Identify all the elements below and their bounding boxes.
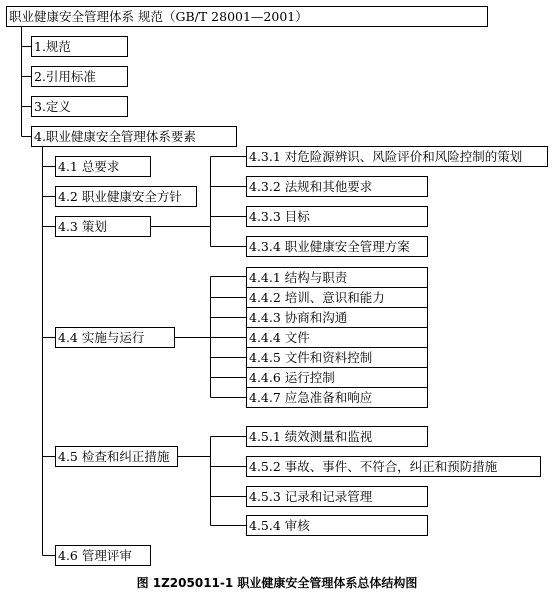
- node-4-5-2: 4.5.2 事故、事件、不符合，纠正和预防措施: [246, 456, 541, 477]
- node-4-3: 4.3 策划: [55, 216, 151, 237]
- node-4-3-2: 4.3.2 法规和其他要求: [246, 176, 428, 197]
- node-4-4-4: 4.4.4 文件: [246, 327, 428, 348]
- node-4-5: 4.5 检查和纠正措施: [55, 446, 178, 467]
- node-4-3-4: 4.3.4 职业健康安全管理方案: [246, 236, 428, 257]
- node-4-3-1: 4.3.1 对危险源辨识、风险评价和风险控制的策划: [246, 146, 548, 167]
- node-3-definitions: 3.定义: [31, 96, 128, 117]
- figure-caption: 图 1Z205011-1 职业健康安全管理体系总体结构图: [136, 576, 418, 590]
- node-1-standard: 1.规范: [31, 36, 128, 57]
- node-4-elements: 4.职业健康安全管理体系要素: [31, 126, 237, 147]
- node-4-4-7: 4.4.7 应急准备和响应: [246, 387, 428, 408]
- node-4-4: 4.4 实施与运行: [55, 327, 175, 348]
- node-4-2: 4.2 职业健康安全方针: [55, 186, 197, 207]
- node-4-4-5: 4.4.5 文件和资料控制: [246, 347, 428, 368]
- node-4-5-3: 4.5.3 记录和记录管理: [246, 486, 428, 507]
- node-4-3-3: 4.3.3 目标: [246, 206, 428, 227]
- node-4-5-1: 4.5.1 绩效测量和监视: [246, 426, 428, 447]
- node-4-1: 4.1 总要求: [55, 156, 151, 177]
- node-4-4-2: 4.4.2 培训、意识和能力: [246, 287, 428, 308]
- node-4-6: 4.6 管理评审: [55, 545, 151, 566]
- node-4-4-1: 4.4.1 结构与职责: [246, 267, 428, 288]
- node-2-references: 2.引用标准: [31, 66, 128, 87]
- node-4-4-6: 4.4.6 运行控制: [246, 367, 428, 388]
- node-4-5-4: 4.5.4 审核: [246, 515, 428, 536]
- node-4-4-3: 4.4.3 协商和沟通: [246, 307, 428, 328]
- root-box: 职业健康安全管理体系 规范（GB/T 28001—2001）: [6, 6, 488, 27]
